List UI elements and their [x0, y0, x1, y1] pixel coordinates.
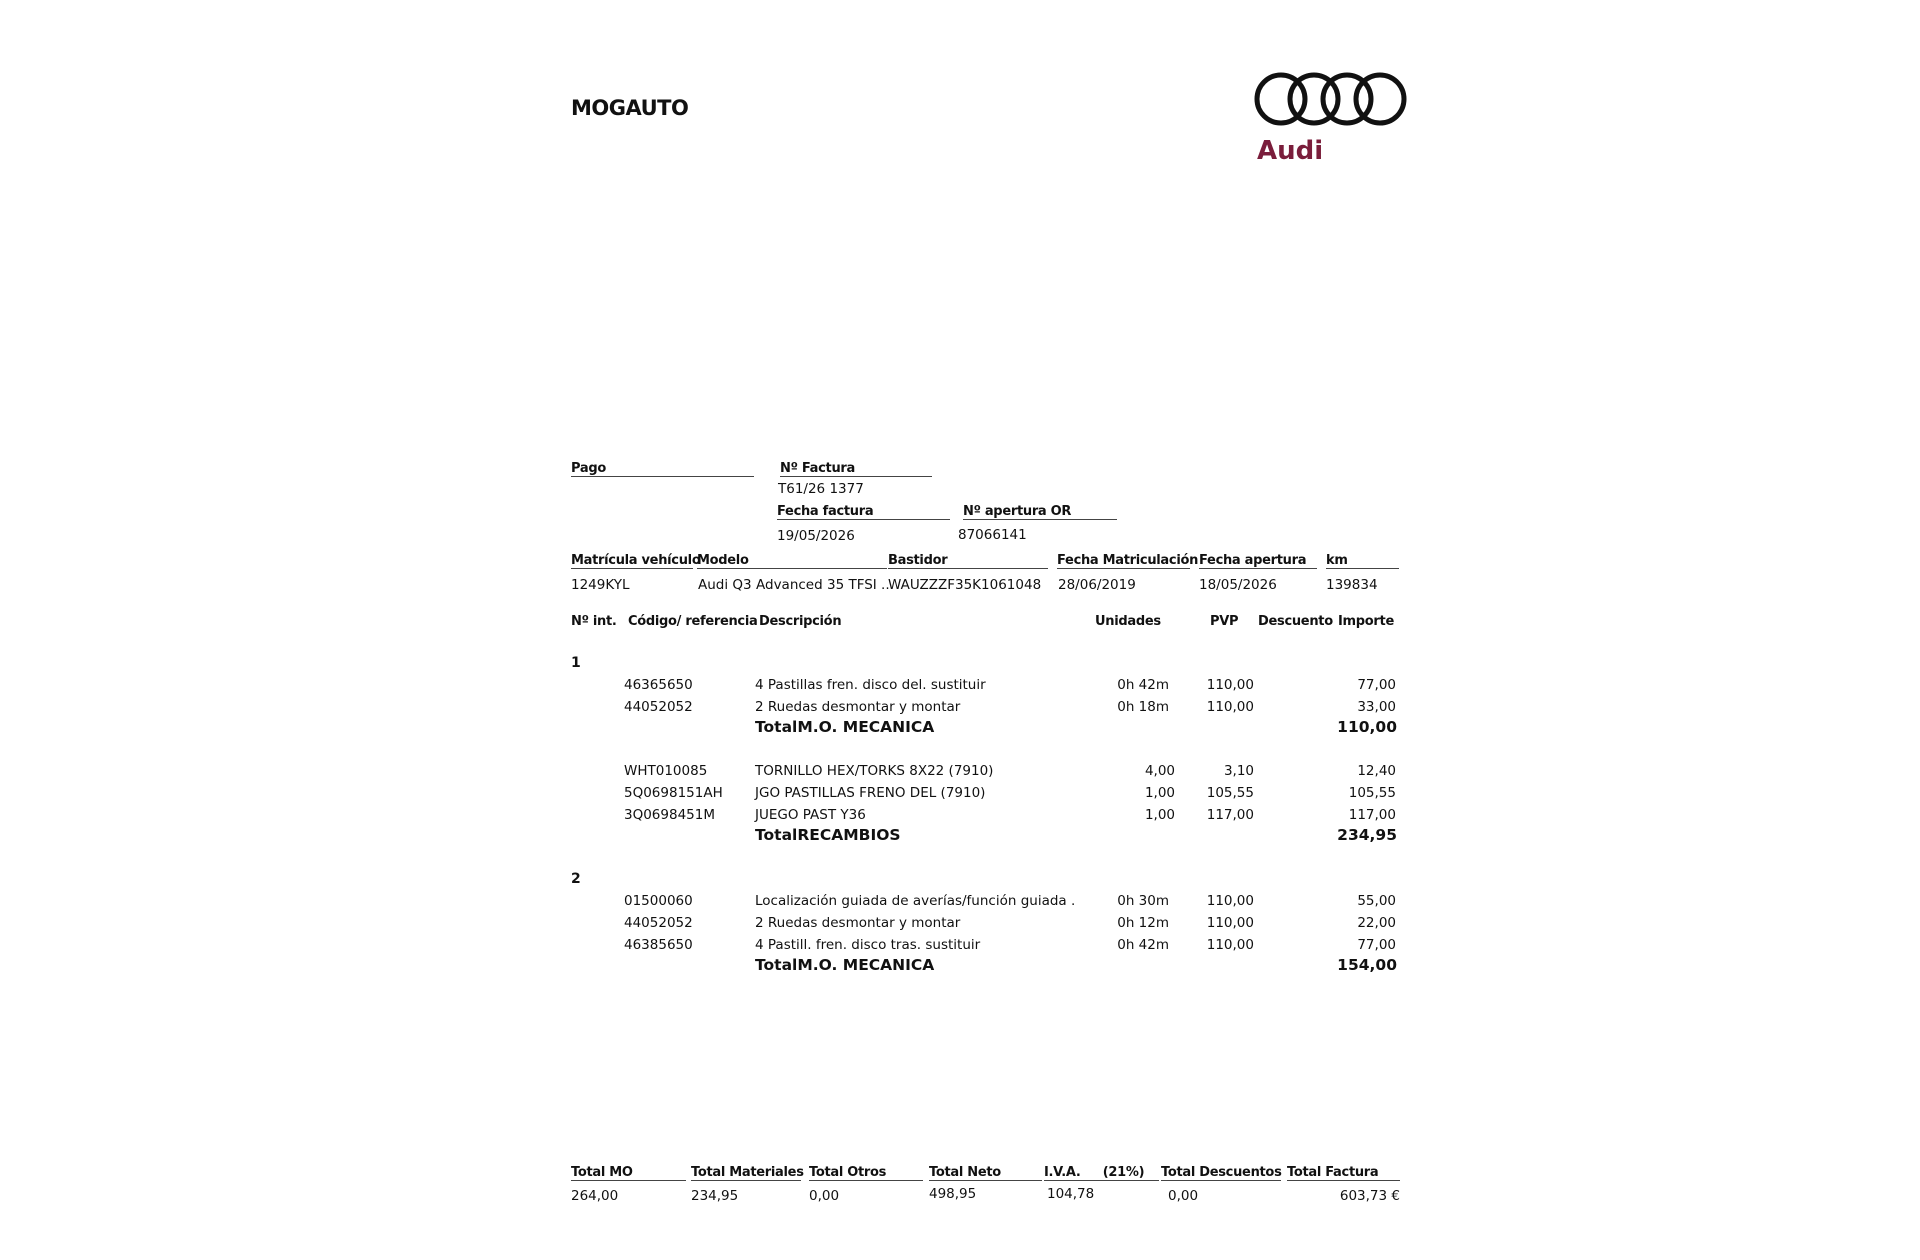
four-rings-icon: [1253, 70, 1409, 128]
row-units: 0h 18m: [1117, 699, 1169, 715]
col-descuento: Descuento: [1258, 614, 1333, 629]
total-otros-label: Total Otros: [809, 1165, 923, 1181]
fecha-matriculacion-label: Fecha Matriculación: [1057, 553, 1199, 568]
row-desc: 4 Pastillas fren. disco del. sustituir: [755, 677, 986, 693]
row-importe: 77,00: [1357, 677, 1396, 693]
row-desc: JGO PASTILLAS FRENO DEL (7910): [755, 785, 986, 801]
row-desc: 4 Pastill. fren. disco tras. sustituir: [755, 937, 981, 953]
row-importe: 105,55: [1348, 785, 1396, 801]
row-desc: 2 Ruedas desmontar y montar: [755, 915, 961, 931]
row-code: 46365650: [624, 677, 693, 693]
col-pvp: PVP: [1210, 614, 1239, 629]
subtotal-value: 154,00: [1337, 956, 1397, 974]
subtotal-label: TotalRECAMBIOS: [755, 826, 901, 844]
total-neto-value: 498,95: [929, 1186, 977, 1202]
col-nint: Nº int.: [571, 614, 617, 629]
row-code: 44052052: [624, 915, 693, 931]
total-factura-label: Total Factura: [1287, 1165, 1400, 1181]
row-code: 01500060: [624, 893, 693, 909]
total-otros-value: 0,00: [809, 1188, 840, 1204]
subtotal-label: TotalM.O. MECANICA: [755, 718, 935, 736]
col-importe: Importe: [1338, 614, 1394, 629]
group-number: 1: [571, 655, 581, 671]
km-value: 139834: [1326, 577, 1378, 593]
total-mo-label: Total MO: [571, 1165, 686, 1181]
row-desc: JUEGO PAST Y36: [755, 807, 866, 823]
col-unidades: Unidades: [1095, 614, 1161, 629]
row-pvp: 110,00: [1206, 893, 1254, 909]
apertura-or-value: 87066141: [958, 527, 1027, 543]
row-units: 4,00: [1144, 763, 1175, 779]
row-code: WHT010085: [624, 763, 708, 779]
company-name: MOGAUTO: [571, 96, 689, 120]
iva-percent: (21%): [1102, 1165, 1145, 1180]
col-codigo: Código/ referencia: [628, 614, 758, 629]
factura-label: Nº Factura: [780, 461, 932, 477]
row-importe: 55,00: [1357, 893, 1396, 909]
row-desc: Localización guiada de averías/función guiada .: [755, 893, 1076, 909]
modelo-value: Audi Q3: [698, 577, 752, 593]
row-pvp: 3,10: [1223, 763, 1254, 779]
total-mo-value: 264,00: [571, 1188, 619, 1204]
fecha-factura-label: Fecha factura: [777, 504, 950, 520]
row-code: 44052052: [624, 699, 693, 715]
iva-label-text: I.V.A.: [1044, 1165, 1081, 1180]
row-units: 0h 42m: [1117, 677, 1169, 693]
bastidor-label: Bastidor: [888, 553, 1048, 569]
row-desc: TORNILLO HEX/TORKS 8X22 (7910): [755, 763, 994, 779]
row-desc: 2 Ruedas desmontar y montar: [755, 699, 961, 715]
km-label: km: [1326, 553, 1399, 569]
brand-wordmark: Audi: [1257, 136, 1324, 166]
total-descuentos-value: 0,00: [1168, 1188, 1199, 1204]
modelo-label: Modelo: [697, 553, 887, 569]
iva-label: [1044, 1165, 1159, 1181]
row-code: 5Q0698151AH: [624, 785, 723, 801]
total-factura-value: 603,73 €: [1339, 1188, 1400, 1204]
row-units: 0h 30m: [1117, 893, 1169, 909]
total-materiales-value: 234,95: [691, 1188, 739, 1204]
group-number: 2: [571, 871, 581, 887]
fecha-apertura-value: 18/05/2026: [1199, 577, 1277, 593]
row-code: 3Q0698451M: [624, 807, 715, 823]
modelo-desc: Advanced 35 TFSI ..: [756, 577, 890, 593]
row-importe: 77,00: [1357, 937, 1396, 953]
row-pvp: 110,00: [1206, 677, 1254, 693]
fecha-matriculacion-value: 28/06/2019: [1058, 577, 1136, 593]
row-pvp: 105,55: [1206, 785, 1254, 801]
row-code: 46385650: [624, 937, 693, 953]
total-materiales-label: Total Materiales: [691, 1165, 804, 1180]
row-pvp: 110,00: [1206, 937, 1254, 953]
row-importe: 117,00: [1348, 807, 1396, 823]
row-importe: 22,00: [1357, 915, 1396, 931]
row-pvp: 110,00: [1206, 699, 1254, 715]
row-importe: 33,00: [1357, 699, 1396, 715]
subtotal-label: TotalM.O. MECANICA: [755, 956, 935, 974]
total-neto-label: Total Neto: [929, 1165, 1042, 1181]
row-importe: 12,40: [1357, 763, 1396, 779]
matricula-label: Matrícula vehículo: [571, 553, 701, 568]
row-pvp: 117,00: [1206, 807, 1254, 823]
iva-value: 104,78: [1047, 1186, 1095, 1202]
row-units: 0h 12m: [1117, 915, 1169, 931]
row-units: 1,00: [1144, 807, 1175, 823]
row-pvp: 110,00: [1206, 915, 1254, 931]
matricula-value: 1249KYL: [571, 577, 630, 593]
col-descripcion: Descripción: [759, 614, 842, 629]
subtotal-value: 110,00: [1337, 718, 1397, 736]
row-units: 0h 42m: [1117, 937, 1169, 953]
apertura-or-label: Nº apertura OR: [963, 504, 1117, 520]
pago-label: Pago: [571, 461, 754, 477]
factura-value: T61/26 1377: [778, 481, 864, 497]
bastidor-value: WAUZZZF35K1061048: [888, 577, 1042, 593]
subtotal-value: 234,95: [1337, 826, 1397, 844]
fecha-apertura-label: Fecha apertura: [1199, 553, 1317, 569]
total-descuentos-label: Total Descuentos: [1161, 1165, 1282, 1180]
fecha-factura-value: 19/05/2026: [777, 528, 855, 544]
row-units: 1,00: [1144, 785, 1175, 801]
